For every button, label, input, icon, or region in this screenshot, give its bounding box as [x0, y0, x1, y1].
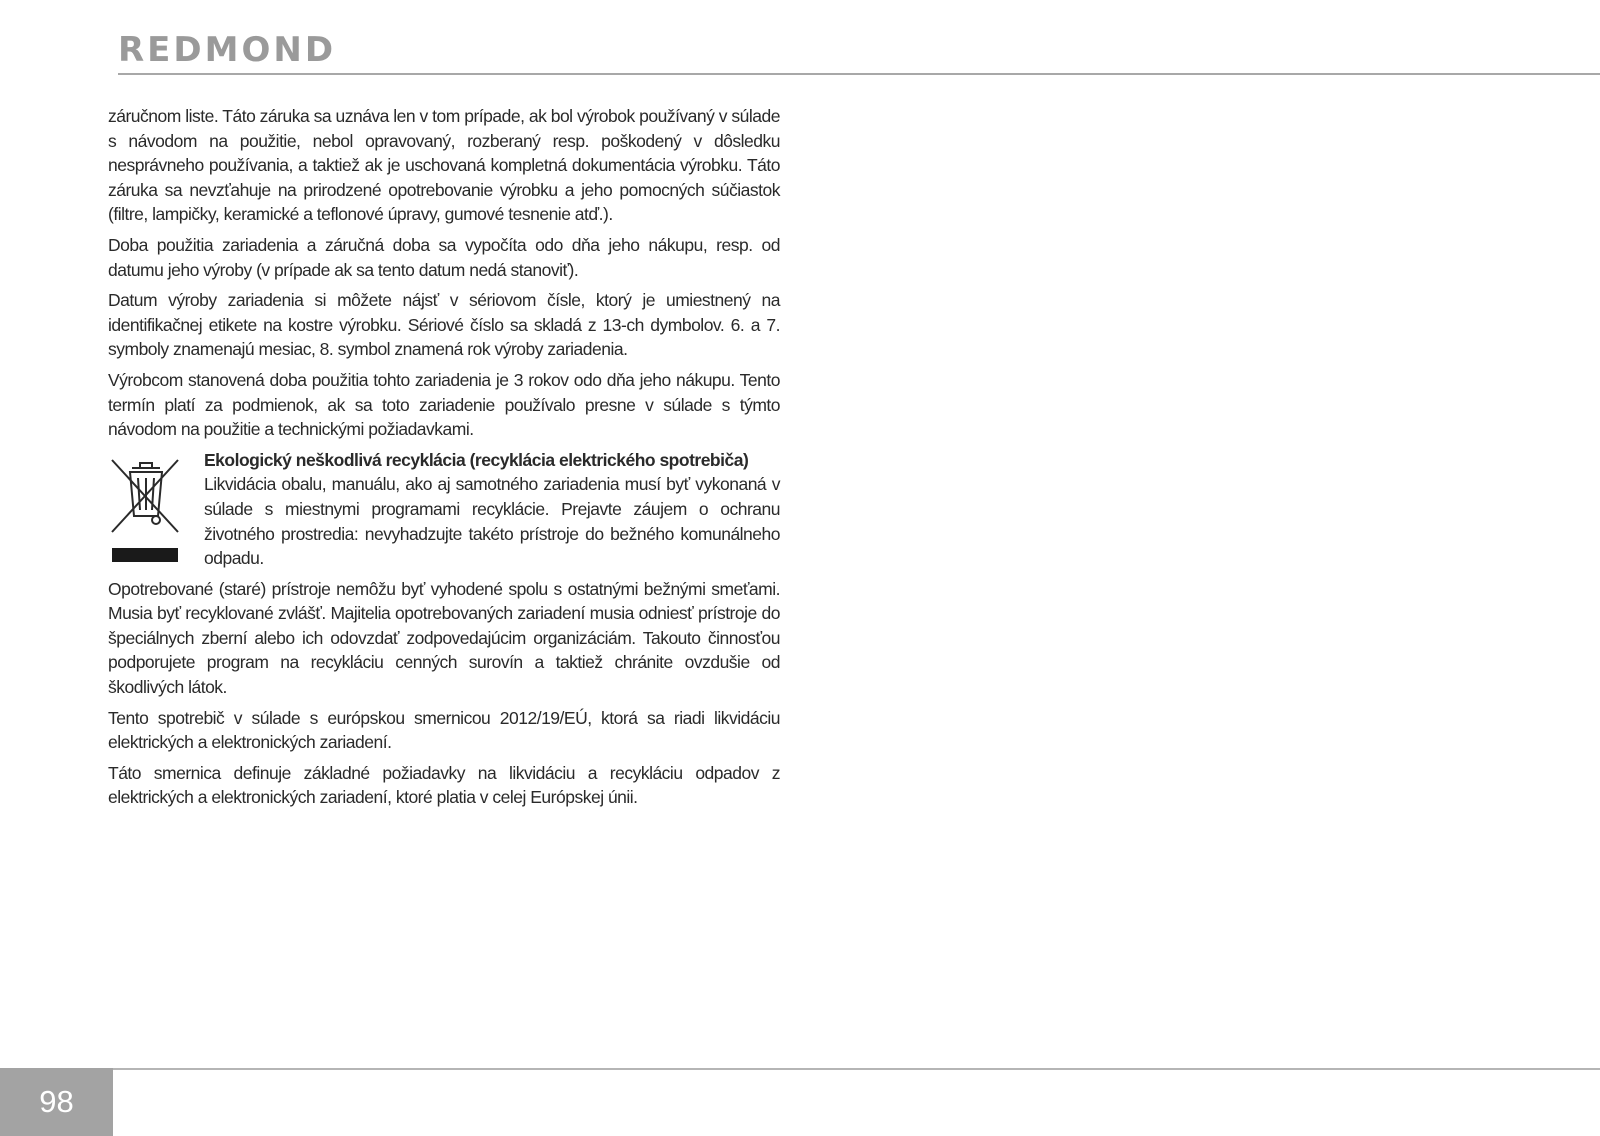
page-content: [108, 104, 780, 816]
paragraph-directive: Tento spotrebič v súlade s európskou smernicou 2012/19/EÚ, ktorá sa riadi likvidáciu elektrických a elektronických zariadení.: [108, 707, 780, 753]
paragraph-service-life: Výrobcom stanovená doba použitia tohto zariadenia je 3 rokov odo dňa jeho nákupu. Tento termín platí za podmienok, ak sa toto zariadenie používalo presne v súlade s týmto návodom na použitie a technickými požiadavkami.: [108, 369, 780, 440]
page-number: 98: [0, 1068, 113, 1136]
paragraph-directive-scope: Táto smernica definuje základné požiadavky na likvidáciu a recykláciu odpadov z elektrických a elektronických zariadení, ktoré platia v celej Európskej únii.: [108, 762, 780, 808]
paragraph-production-date: Datum výroby zariadenia si môžete nájsť v sériovom čísle, ktorý je umiestnený na identifikačnej etikete na kostre výrobku. Sériové číslo sa skladá z 13-ch dymbolov. 6. a 7. symboly znamenajú mesiac, 8. symbol znamená rok výroby zariadenia.: [108, 290, 780, 360]
paragraph-old-devices: Opotrebované (staré) prístroje nemôžu byť vyhodené spolu s ostatnými bežnými smeťami. Musia byť recyklované zvlášť. Majitelia opotrebovaných zariadení musia odniesť prístroje do špeciálnych zberní alebo ich odovzdať zodpovedajúcim organizáciám. Takouto činnosťou podporujete program na recykláciu cenných surovín a taktiež chránite ovzdušie od škodlivých látok.: [108, 578, 780, 698]
recycling-heading: Ekologický neškodlivá recyklácia (recyklácia elektrického spotrebiča): [204, 449, 749, 470]
recycling-text: [204, 448, 780, 571]
recycling-body: Likvidácia obalu, manuálu, ako aj samotného zariadenia musí byť vykonaná v súlade s miestnymi programami recyklácie. Prejavte záujem o ochranu životného prostredia: nevyhadzujte takéto prístroje do bežného komunálneho odpadu.: [204, 474, 780, 569]
paragraph-usage-period: Doba použitia zariadenia a záručná doba sa vypočíta odo dňa jeho nákupu, resp. od datumu jeho výroby (v prípade ak sa tento datum nedá stanoviť).: [108, 234, 780, 280]
brand-logo: REDMOND: [118, 30, 337, 70]
weee-icon: [108, 448, 186, 571]
footer-divider: [0, 1068, 1600, 1070]
recycling-section: [108, 448, 780, 571]
paragraph-warranty: záručnom liste. Táto záruka sa uznáva len v tom prípade, ak bol výrobok používaný v súlade s návodom na použitie, nebol opravovaný, rozberaný resp. poškodený v dôsledku nesprávneho používania, a taktiež ak je uschovaná kompletná dokumentácia výrobku. Táto záruka sa nevzťahuje na prirodzené opotrebovanie výrobku a jeho pomocných súčiastok (filtre, lampičky, keramické a teflonové úpravy, gumové tesnenie atď.).: [108, 106, 780, 225]
header-divider: [118, 73, 1600, 75]
